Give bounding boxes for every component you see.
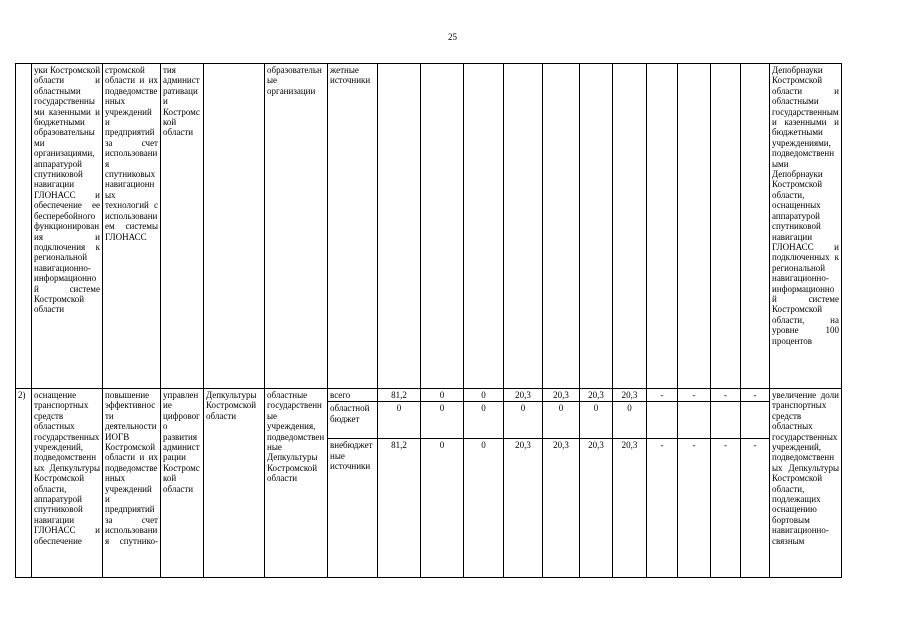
amount-cell (678, 402, 711, 439)
amount-cell: 81,2 (378, 439, 421, 578)
funding-source-cell: всего (328, 389, 378, 402)
amount-cell (580, 64, 613, 389)
amount-cell: - (678, 439, 711, 578)
table-row (16, 64, 842, 389)
amount-cell (711, 64, 741, 389)
page-number: 25 (448, 32, 457, 42)
executor-cell: Депкультуры Костромской области (204, 389, 265, 578)
coordinator-cell: тия административации Костромской области (161, 64, 204, 389)
amount-cell (378, 64, 421, 389)
amount-cell: 0 (543, 402, 580, 439)
table-row (16, 389, 842, 402)
amount-cell: 81,2 (378, 389, 421, 402)
program-table (15, 63, 842, 578)
row-index: 2) (16, 389, 32, 578)
amount-cell (421, 64, 464, 389)
amount-cell: - (678, 389, 711, 402)
amount-cell: 0 (464, 389, 504, 402)
amount-cell: - (711, 389, 741, 402)
amount-cell: 20,3 (613, 439, 647, 578)
amount-cell: - (741, 439, 770, 578)
amount-cell: 0 (464, 402, 504, 439)
amount-cell (647, 64, 678, 389)
funding-source-cell: внебюджетные источники (328, 439, 378, 578)
amount-cell: 0 (580, 402, 613, 439)
amount-cell (504, 64, 543, 389)
amount-cell (464, 64, 504, 389)
amount-cell: - (647, 439, 678, 578)
executor-cell (204, 64, 265, 389)
amount-cell (647, 402, 678, 439)
amount-cell: - (741, 389, 770, 402)
funding-source-cell: областной бюджет (328, 402, 378, 439)
amount-cell (678, 64, 711, 389)
amount-cell: 20,3 (613, 389, 647, 402)
amount-cell: - (647, 389, 678, 402)
amount-cell: 20,3 (543, 439, 580, 578)
amount-cell: 20,3 (543, 389, 580, 402)
amount-cell: 20,3 (580, 439, 613, 578)
goal-cell: повышение эффективности деятельности ИОГВ Костромской области и их подведомственных учреждений и предприятий за счет использования спутнико- (103, 389, 161, 578)
amount-cell: 20,3 (504, 439, 543, 578)
funding-source-cell: жетные источники (328, 64, 378, 389)
participant-cell: образовательные организации (265, 64, 328, 389)
amount-cell: 0 (378, 402, 421, 439)
amount-cell: 0 (613, 402, 647, 439)
goal-cell: стромской области и их подведомственных учреждений и предприятий за счет использования спутниковых навигационных технологий с использованием системы ГЛОНАСС (103, 64, 161, 389)
measure-name-cell: оснащение транспортных средств областных государственных учреждений, подведомственных Депкультуры Костромской области, аппаратурой спутниковой навигации ГЛОНАСС и обеспечение (32, 389, 103, 578)
row-index (16, 64, 32, 389)
measure-name-cell: уки Костромской области и областными государственными казенными и бюджетными образовательными организациями, аппаратурой спутниковой навигации ГЛОНАСС и обеспечение ее бесперебойного функционирования и подключения к региональной навигационно-информационной системе Костромской области (32, 64, 103, 389)
amount-cell: 0 (421, 389, 464, 402)
amount-cell (711, 402, 741, 439)
amount-cell: 0 (421, 402, 464, 439)
amount-cell: 20,3 (580, 389, 613, 402)
amount-cell: 0 (421, 439, 464, 578)
amount-cell (543, 64, 580, 389)
result-cell: увеличение доли транспортных средств областных государственных учреждений, подведомственных Депкультуры Костромской области, подлежащих оснащению бортовым навигационно-связным (770, 389, 842, 578)
amount-cell: 0 (504, 402, 543, 439)
amount-cell: - (711, 439, 741, 578)
amount-cell: 20,3 (504, 389, 543, 402)
amount-cell: 0 (464, 439, 504, 578)
amount-cell (613, 64, 647, 389)
amount-cell (741, 402, 770, 439)
result-cell: Депобрнауки Костромской области и областными государственными казенными и бюджетными учреждениями, подведомственными Депобрнауки Костромской области, оснащенных аппаратурой спутниковой навигации ГЛОНАСС и подключенных к региональной навигационно-информационной системе Костромской области, на уровне 100 процентов (770, 64, 842, 389)
amount-cell (741, 64, 770, 389)
coordinator-cell: управление цифрового развития администрации Костромской области (161, 389, 204, 578)
participant-cell: областные государственные учреждения, подведомственные Депкультуры Костромской области (265, 389, 328, 578)
